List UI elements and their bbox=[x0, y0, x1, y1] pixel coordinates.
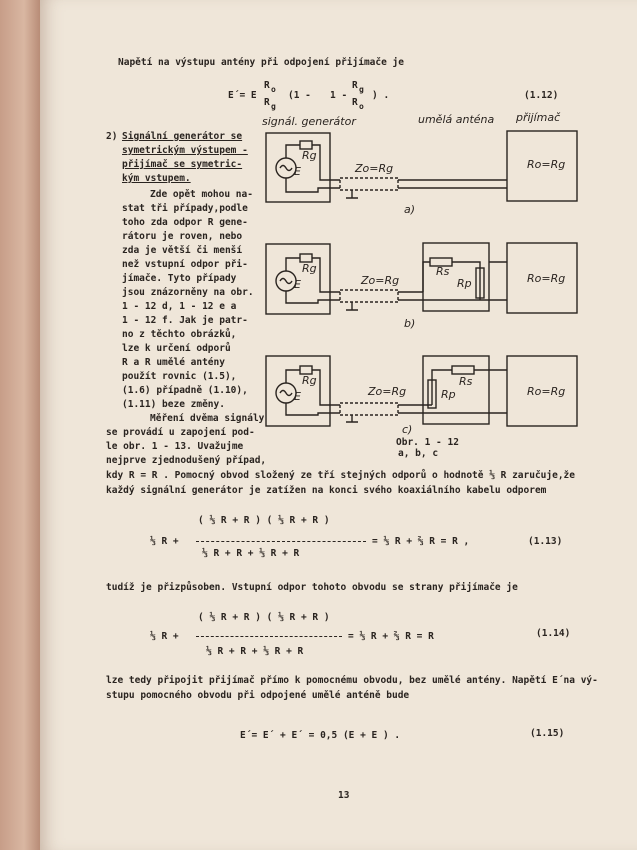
label-antenna: umělá anténa bbox=[418, 113, 495, 126]
eq14-fraction-bar bbox=[196, 636, 342, 637]
paragraph-line: tudíž je přizpůsoben. Vstupní odpor tohoto obvodu se strany přijímače je bbox=[106, 582, 518, 593]
eq13-result: = ⅓ R + ⅔ R = R , bbox=[372, 536, 470, 547]
antenna-box-b bbox=[423, 243, 489, 311]
body-line: použít rovnic (1.5), bbox=[122, 371, 237, 382]
rg-resistor-a bbox=[300, 141, 312, 149]
eq12-inner-den: R bbox=[352, 97, 358, 108]
eq14-numerator: ( ⅓ R + R ) ( ⅓ R + R ) bbox=[198, 612, 330, 623]
body-line: lze k určení odporů bbox=[122, 343, 231, 354]
sub-label-a: a) bbox=[404, 203, 416, 216]
rs-label-c: Rs bbox=[459, 375, 473, 388]
body-line: 1 - 12 d, 1 - 12 e a bbox=[122, 301, 237, 312]
paragraph-line: lze tedy připojit přijímač přímo k pomocnému obvodu, bez umělé antény. Napětí E´na vý- bbox=[106, 675, 598, 686]
page-number: 13 bbox=[338, 790, 350, 801]
eq14-number: (1.14) bbox=[536, 628, 571, 639]
eq15-number: (1.15) bbox=[530, 728, 565, 739]
eq12-lhs: E´= E bbox=[228, 90, 257, 101]
figure-caption: Obr. 1 - 12 bbox=[396, 437, 459, 448]
line-z-b: Zo=Rg bbox=[361, 274, 400, 287]
eq12-inner-num-sub: g bbox=[359, 85, 364, 94]
source-rg-c: Rg bbox=[302, 374, 317, 387]
eq12-number: (1.12) bbox=[524, 90, 559, 101]
equation-1-15: E´= E´ + E´ = 0,5 (E + E ) . bbox=[240, 730, 401, 741]
eq13-number: (1.13) bbox=[528, 536, 563, 547]
section-number: 2) bbox=[106, 131, 118, 142]
section-title-4: kým vstupem. bbox=[122, 173, 191, 184]
eq12-mid: (1 - bbox=[288, 90, 311, 101]
coax-b bbox=[340, 290, 398, 302]
source-wave-c bbox=[280, 391, 292, 396]
body-line: než vstupní odpor při- bbox=[122, 259, 248, 270]
paragraph-line: každý signální generátor je zatížen na konci svého koaxiálního kabelu odporem bbox=[106, 485, 547, 496]
body-line: zda je větší či menší bbox=[122, 245, 243, 256]
body-line: (1.11) beze změny. bbox=[122, 399, 225, 410]
coax-a bbox=[340, 178, 398, 190]
label-receiver: přijímač bbox=[516, 111, 561, 124]
rg-resistor-c bbox=[300, 366, 312, 374]
body-line: (1.6) případně (1.10), bbox=[122, 385, 248, 396]
eq12-tail: ) . bbox=[372, 90, 390, 101]
label-generator: signál. generátor bbox=[262, 115, 356, 128]
rp-label-b: Rp bbox=[457, 277, 472, 290]
receiver-label-c: Ro=Rg bbox=[527, 385, 566, 398]
receiver-label-a: Ro=Rg bbox=[527, 158, 566, 171]
rp-label-c: Rp bbox=[441, 388, 456, 401]
gen-wire-low-b bbox=[286, 291, 340, 303]
source-e-c: E bbox=[294, 390, 301, 403]
eq12-inner-num: R bbox=[352, 80, 358, 91]
sub-label-c: c) bbox=[402, 423, 413, 436]
body-line: R a R umělé antény bbox=[122, 357, 225, 368]
rs-resistor-c bbox=[452, 366, 474, 374]
rg-resistor-b bbox=[300, 254, 312, 262]
coax-c bbox=[340, 403, 398, 415]
eq12-frac-num: R bbox=[264, 80, 270, 91]
source-wave-b bbox=[280, 279, 292, 284]
body-line: Zde opět mohou na- bbox=[150, 189, 253, 200]
source-e-a: E bbox=[294, 165, 301, 178]
wire-in-b bbox=[398, 292, 423, 300]
wire-out-c bbox=[489, 370, 507, 413]
line-z-a: Zo=Rg bbox=[355, 162, 394, 175]
receiver-label-b: Ro=Rg bbox=[527, 272, 566, 285]
ground-c bbox=[346, 415, 358, 422]
eq13-numerator: ( ⅓ R + R ) ( ⅓ R + R ) bbox=[198, 515, 330, 526]
section-title-1: Signální generátor se bbox=[122, 131, 243, 142]
eq12-frac-den: R bbox=[264, 97, 270, 108]
wire-in-c bbox=[398, 405, 423, 413]
source-rg-b: Rg bbox=[302, 262, 317, 275]
body-line: toho zda odpor R gene- bbox=[122, 217, 248, 228]
eq13-pre: ⅓ R + bbox=[150, 536, 179, 547]
eq12-inner-one: 1 - bbox=[330, 90, 348, 101]
source-wave-a bbox=[280, 166, 292, 171]
body-line: stat tři případy,podle bbox=[122, 203, 248, 214]
body-line: jímače. Tyto případy bbox=[122, 273, 237, 284]
body-line: no z těchto obrázků, bbox=[122, 329, 237, 340]
eq12-frac-num-sub: o bbox=[271, 85, 276, 94]
eq14-pre: ⅓ R + bbox=[150, 631, 179, 642]
rp-wire-c bbox=[423, 405, 489, 413]
eq13-fraction-bar bbox=[196, 541, 366, 542]
eq12-frac-den-sub: g bbox=[271, 102, 276, 111]
body-line: jsou znázorněny na obr. bbox=[122, 287, 254, 298]
ground-b bbox=[346, 302, 358, 310]
line-z-c: Zo=Rg bbox=[368, 385, 407, 398]
section-title-2: symetrickým výstupem - bbox=[122, 145, 248, 156]
intro-line: Napětí na výstupu antény při odpojení přijímače je bbox=[118, 57, 404, 68]
eq12-inner-den-sub: o bbox=[359, 102, 364, 111]
ground-a bbox=[346, 190, 358, 198]
eq14-result: = ⅓ R + ⅔ R = R bbox=[348, 631, 434, 642]
line-wires-a bbox=[398, 180, 507, 188]
body-line: 1 - 12 f. Jak je patr- bbox=[122, 315, 248, 326]
section-title-3: přijímač se symetric- bbox=[122, 159, 243, 170]
source-e-b: E bbox=[294, 278, 301, 291]
paragraph-line: kdy R = R . Pomocný obvod složený ze tří stejných odporů o hodnotě ⅓ R zaručuje,že bbox=[106, 470, 575, 481]
body-line: le obr. 1 - 13. Uvažujme bbox=[106, 441, 244, 452]
body-line: rátoru je roven, nebo bbox=[122, 231, 243, 242]
sub-label-b: b) bbox=[404, 317, 416, 330]
paragraph-line: nejprve zjednodušený případ, bbox=[106, 455, 267, 466]
wire-out-b bbox=[489, 262, 507, 300]
body-line: Měření dvěma signály bbox=[150, 413, 265, 424]
paragraph-line: stupu pomocného obvodu při odpojené umělé anténě bude bbox=[106, 690, 410, 701]
figure-caption-parts: a, b, c bbox=[398, 448, 439, 459]
eq13-denominator: ⅓ R + R + ⅓ R + R bbox=[202, 548, 300, 559]
rs-label-b: Rs bbox=[436, 265, 450, 278]
body-line: se provádí u zapojení pod- bbox=[106, 427, 255, 438]
source-rg-a: Rg bbox=[302, 149, 317, 162]
eq14-denominator: ⅓ R + R + ⅓ R + R bbox=[206, 646, 304, 657]
